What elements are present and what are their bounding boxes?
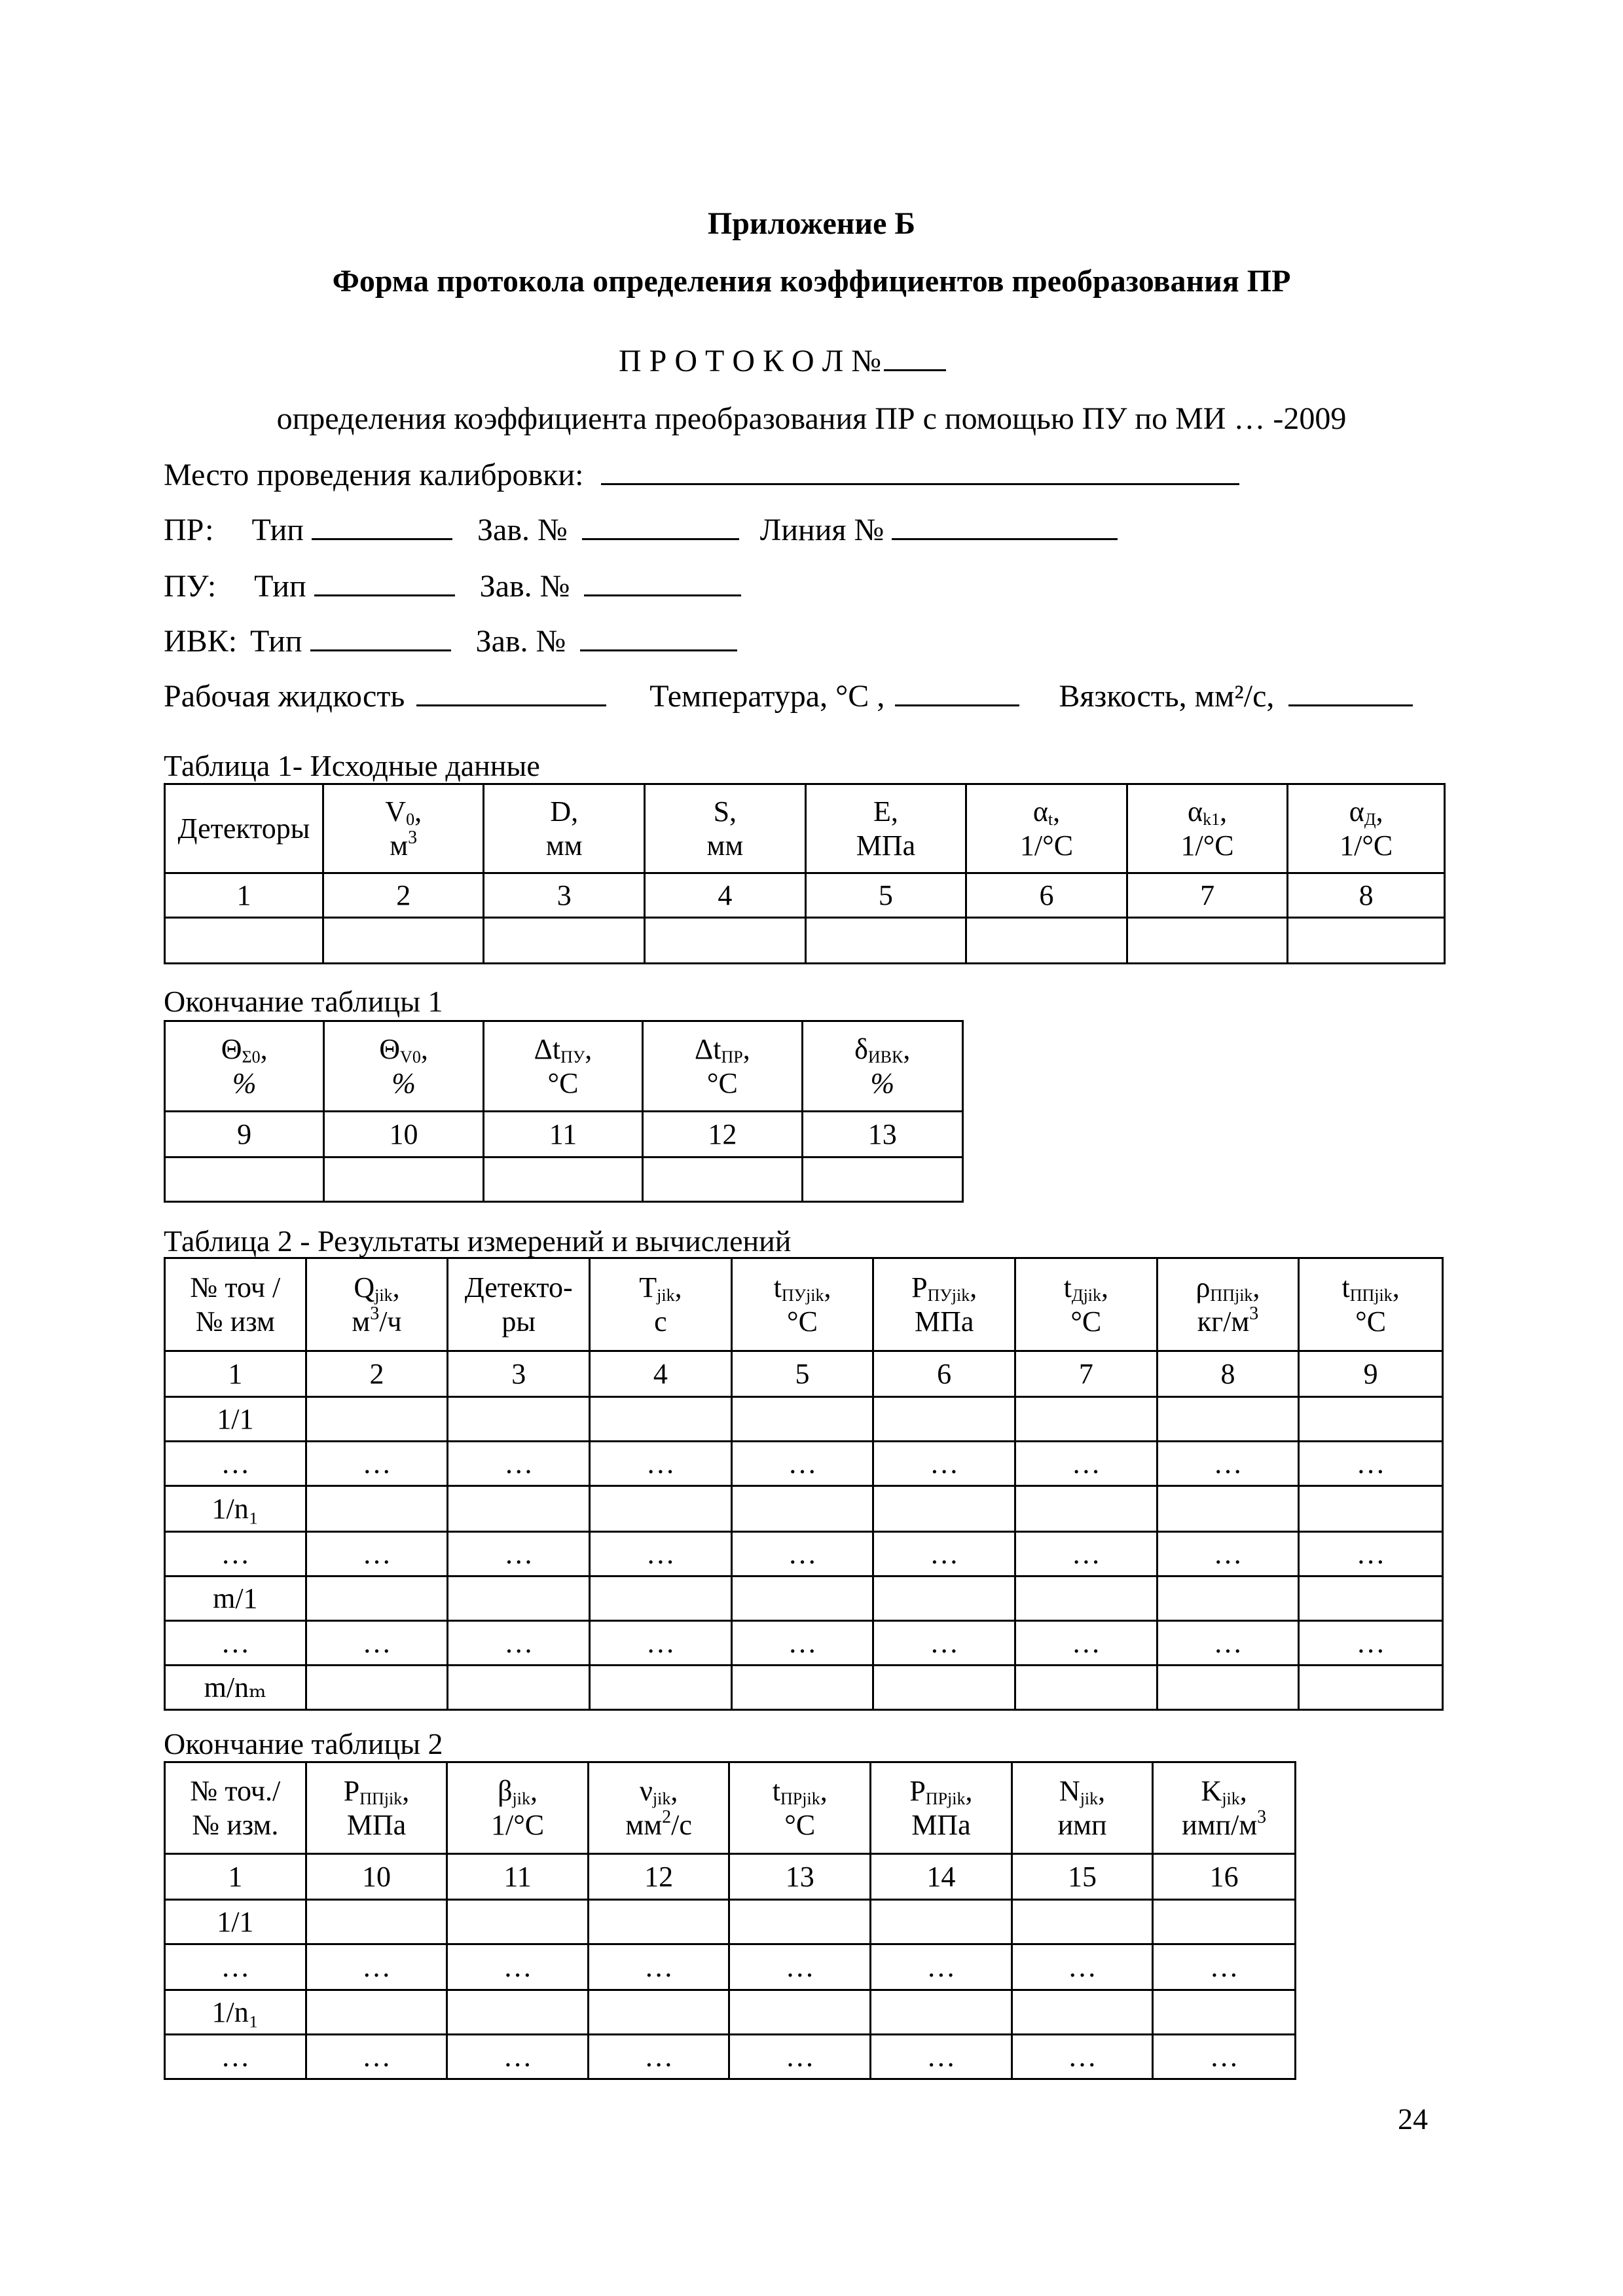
pu-type-blank [314, 566, 455, 596]
col-number: 11 [483, 1112, 642, 1157]
ivk-label: ИВК: [164, 624, 238, 659]
col-number: 5 [805, 873, 966, 918]
th-point-meas: № точ / № изм [165, 1258, 306, 1351]
table-row [165, 1397, 1443, 1442]
th-v0: $V_0$, $м^3$ [323, 784, 484, 873]
pu-type-label: Тип [254, 569, 306, 604]
empty-cell[interactable] [165, 1157, 324, 1202]
col-number: 4 [645, 873, 806, 918]
th-n: $N_{jik}$, имп [1012, 1762, 1153, 1854]
th-p-pu: $P_{ПУjik}$, МПа [873, 1258, 1015, 1351]
ivk-serial-blank [580, 621, 737, 651]
pr-label: ПР: [164, 513, 214, 547]
col-number: 7 [1015, 1351, 1158, 1397]
row-label: … [165, 2035, 306, 2079]
col-number: 2 [323, 873, 484, 918]
th-e: E, МПа [805, 784, 966, 873]
pr-type-label: Тип [251, 513, 304, 547]
protocol-label: П Р О Т О К О Л № [619, 344, 882, 378]
row-label: 1/n₁ [165, 1486, 306, 1532]
th-t-pr: $t_{ПРjik}$, °С [729, 1762, 871, 1854]
ivk-type-blank [310, 621, 451, 651]
pr-type-blank [312, 509, 452, 540]
pr-line-label: Линия № [759, 513, 884, 547]
pr-serial-label: Зав. № [477, 513, 568, 547]
col-number: 14 [871, 1854, 1012, 1900]
pu-label: ПУ: [164, 569, 217, 604]
row-label: … [165, 1944, 306, 1990]
row-label: m/1 [165, 1576, 306, 1621]
row-label: 1/n₁ [165, 1990, 306, 2035]
pr-serial-blank [582, 509, 739, 540]
protocol-subtitle: определения коэффициента преобразования ПР с помощью ПУ по МИ … -2009 [276, 401, 1347, 436]
empty-cell[interactable] [324, 1157, 483, 1202]
th-rho-ppp: $\rho_{ППjik}$, $кг/м^3$ [1157, 1258, 1299, 1351]
col-number: 15 [1012, 1854, 1153, 1900]
empty-cell[interactable] [966, 918, 1127, 964]
table-row [165, 1990, 1296, 2035]
col-number: 11 [447, 1854, 589, 1900]
empty-cell[interactable] [643, 1157, 802, 1202]
row-label: … [165, 1621, 306, 1666]
visc-blank [1288, 676, 1413, 706]
ivk-row [164, 621, 737, 661]
ivk-serial-label: Зав. № [475, 624, 566, 659]
protocol-number-blank [884, 340, 946, 371]
col-number: 1 [165, 873, 323, 918]
empty-cell[interactable] [484, 918, 645, 964]
table-row: … … … … … … … … … [165, 1621, 1443, 1666]
empty-cell[interactable] [323, 918, 484, 964]
col-number: 12 [643, 1112, 802, 1157]
col-number: 10 [324, 1112, 483, 1157]
th-k: $K_{jik}$, имп/$м^3$ [1153, 1762, 1296, 1854]
th-detectors: Детекторы [165, 784, 323, 873]
fluid-blank [416, 676, 606, 706]
appendix-title: Приложение Б [707, 206, 916, 241]
table1-caption: Таблица 1- Исходные данные [164, 749, 540, 782]
col-number: 13 [729, 1854, 871, 1900]
protocol-title [619, 340, 946, 381]
th-detectors2: Детекто- ры [448, 1258, 590, 1351]
th-t-pp: $t_{ППjik}$, °С [1299, 1258, 1443, 1351]
place-label: Место проведения калибровки: [164, 458, 584, 492]
col-number: 10 [306, 1854, 447, 1900]
pr-row [164, 509, 1118, 550]
row-label: 1/1 [165, 1900, 306, 1944]
th-point-meas2: № точ./ № изм. [165, 1762, 306, 1854]
table2 [164, 1257, 1444, 1711]
col-number: 6 [966, 873, 1127, 918]
fluid-row [164, 676, 1413, 716]
table2b-number-row [165, 1854, 1296, 1900]
th-alpha-t: $\alpha_t$, 1/°С [966, 784, 1127, 873]
page-number: 24 [1398, 2102, 1428, 2136]
row-label: … [165, 1532, 306, 1576]
th-alpha-d: $\alpha_Д$, 1/°С [1288, 784, 1445, 873]
col-number: 1 [165, 1351, 306, 1397]
th-dt-pr: $\Delta t_{ПР}$, °С [643, 1021, 802, 1112]
empty-cell[interactable] [483, 1157, 642, 1202]
th-t-d: $t_{Дjik}$, °С [1015, 1258, 1158, 1351]
table2-header-row [165, 1258, 1443, 1351]
fluid-label: Рабочая жидкость [164, 679, 405, 714]
row-label: m/nₘ [165, 1666, 306, 1710]
place-row [164, 454, 1239, 495]
col-number: 3 [448, 1351, 590, 1397]
table2b [164, 1761, 1296, 2080]
col-number: 3 [484, 873, 645, 918]
table1b-header-row [165, 1021, 963, 1112]
table-row [165, 1666, 1443, 1710]
col-number: 4 [590, 1351, 732, 1397]
visc-label: Вязкость, мм²/с, [1059, 679, 1275, 714]
table2-caption: Таблица 2 - Результаты измерений и вычислений [164, 1224, 792, 1258]
table-row [165, 1900, 1296, 1944]
empty-cell[interactable] [802, 1157, 962, 1202]
th-alpha-k1: $\alpha_{k1}$, 1/°С [1127, 784, 1288, 873]
th-dt-pu: $\Delta t_{ПУ}$, °С [483, 1021, 642, 1112]
table1-number-row [165, 873, 1445, 918]
table-row: … … … … … … … … [165, 2035, 1296, 2079]
table-row: … … … … … … … … … [165, 1532, 1443, 1576]
th-p-pp: $P_{ППjik}$, МПа [306, 1762, 447, 1854]
th-p-pr: $P_{ПРjik}$, МПа [871, 1762, 1012, 1854]
pu-serial-label: Зав. № [479, 569, 570, 604]
empty-cell[interactable] [805, 918, 966, 964]
col-number: 8 [1157, 1351, 1299, 1397]
col-number: 5 [731, 1351, 873, 1397]
empty-cell[interactable] [1288, 918, 1445, 964]
col-number: 2 [306, 1351, 448, 1397]
th-theta-sigma0: $\Theta_{\Sigma 0}$, % [165, 1021, 324, 1112]
col-number: 16 [1153, 1854, 1296, 1900]
th-theta-v0: $\Theta_{V0}$, % [324, 1021, 483, 1112]
col-number: 1 [165, 1854, 306, 1900]
th-nu: $\nu_{jik}$, $мм^2/с$ [588, 1762, 729, 1854]
pu-row [164, 566, 741, 606]
col-number: 13 [802, 1112, 962, 1157]
table-row [165, 1576, 1443, 1621]
table1b-empty-row [165, 1157, 963, 1202]
table2b-caption: Окончание таблицы 2 [164, 1727, 443, 1760]
th-t: $T_{jik}$, с [590, 1258, 732, 1351]
temp-label: Температура, °С , [649, 679, 885, 714]
table-row: … … … … … … … … … [165, 1442, 1443, 1486]
table1b-number-row [165, 1112, 963, 1157]
table2b-header-row [165, 1762, 1296, 1854]
table1b-caption: Окончание таблицы 1 [164, 985, 443, 1018]
pu-serial-blank [584, 566, 741, 596]
th-t-pu: $t_{ПУjik}$, °С [731, 1258, 873, 1351]
col-number: 12 [588, 1854, 729, 1900]
pr-line-blank [892, 509, 1118, 540]
empty-cell[interactable] [1127, 918, 1288, 964]
row-label: … [165, 1442, 306, 1486]
col-number: 7 [1127, 873, 1288, 918]
table1 [164, 783, 1446, 964]
th-beta: $\beta_{jik}$, 1/°С [447, 1762, 589, 1854]
form-title: Форма протокола определения коэффициентов преобразования ПР [332, 264, 1291, 299]
th-q: $Q_{jik}$, $м^3/ч$ [306, 1258, 448, 1351]
table1b [164, 1020, 964, 1203]
row-label: 1/1 [165, 1397, 306, 1442]
col-number: 9 [1299, 1351, 1443, 1397]
empty-cell[interactable] [165, 918, 323, 964]
table1-header-row [165, 784, 1445, 873]
temp-blank [895, 676, 1019, 706]
th-delta-ivk: $\delta_{ИВК}$, % [802, 1021, 962, 1112]
table-row: … … … … … … … … [165, 1944, 1296, 1990]
table2-number-row [165, 1351, 1443, 1397]
ivk-type-label: Тип [250, 624, 302, 659]
col-number: 6 [873, 1351, 1015, 1397]
table1-empty-row [165, 918, 1445, 964]
th-d: D, мм [484, 784, 645, 873]
th-s: S, мм [645, 784, 806, 873]
empty-cell[interactable] [645, 918, 806, 964]
table-row [165, 1486, 1443, 1532]
place-blank [601, 454, 1239, 485]
col-number: 9 [165, 1112, 324, 1157]
col-number: 8 [1288, 873, 1445, 918]
